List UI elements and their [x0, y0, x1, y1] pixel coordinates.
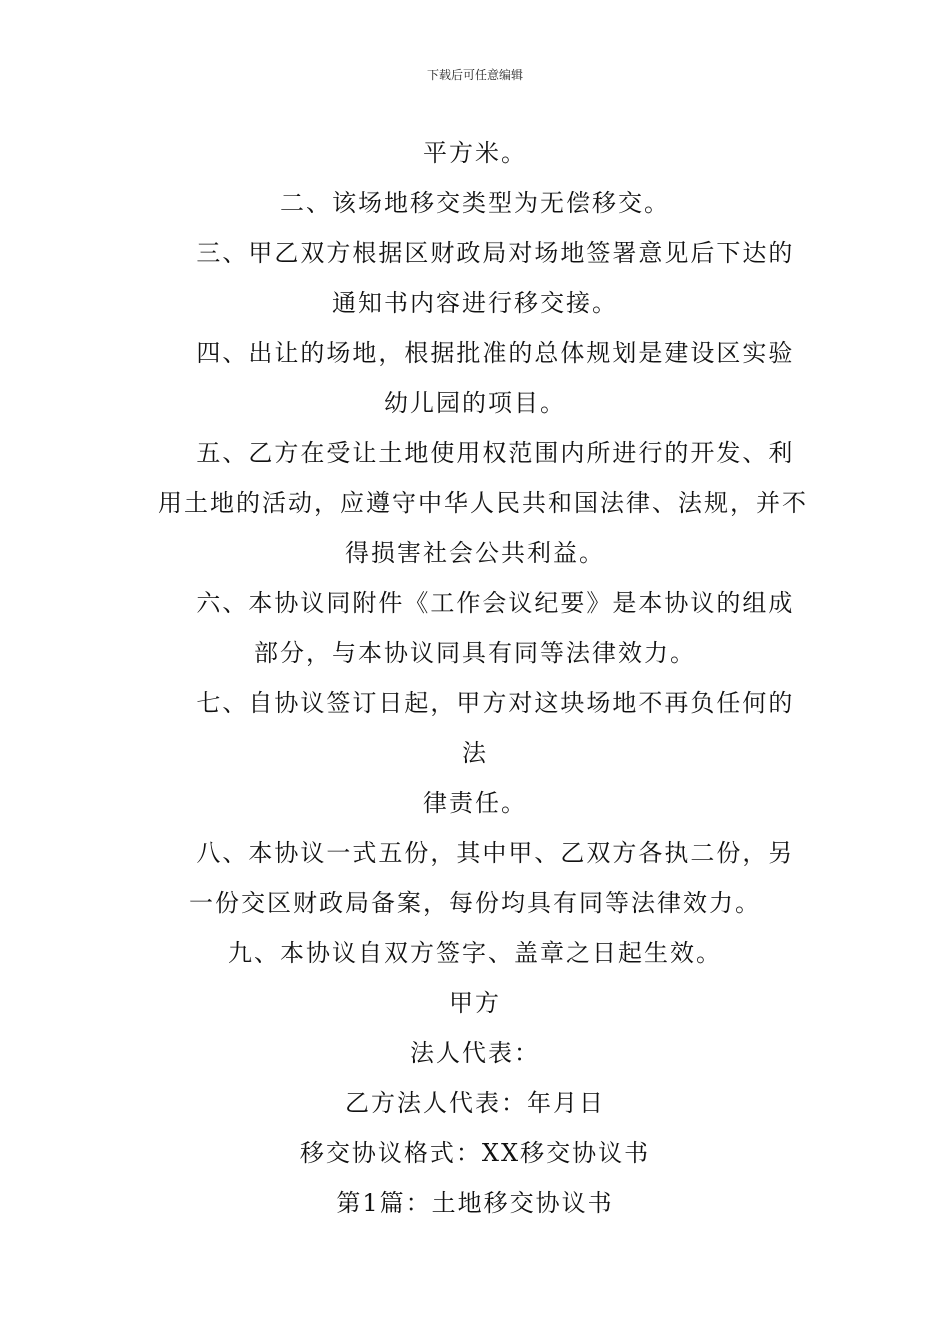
document-body: [158, 128, 808, 1228]
party-a-label: 甲方: [449, 989, 501, 1017]
text-line: 用土地的活动，应遵守中华人民共和国法律、法规，并不: [158, 489, 808, 517]
text-line: 一份交区财政局备案，每份均具有同等法律效力。: [189, 889, 761, 917]
page-header: 下载后可任意编辑: [426, 68, 523, 82]
clause-6: 六、本协议同附件《工作会议纪要》是本协议的组成: [196, 589, 795, 617]
clause-7: 七、自协议签订日起，甲方对这块场地不再负任何的: [196, 689, 795, 717]
text-line: 律责任。: [423, 789, 527, 817]
text-line: 部分，与本协议同具有同等法律效力。: [254, 639, 696, 667]
clause-4: 四、出让的场地，根据批准的总体规划是建设区实验: [196, 339, 795, 367]
legal-rep-label: 法人代表：: [410, 1039, 540, 1067]
clause-9: 九、本协议自双方签字、盖章之日起生效。: [228, 939, 722, 967]
agreement-format-title: 移交协议格式：XX移交协议书: [299, 1139, 651, 1167]
text-line: 幼儿园的项目。: [384, 389, 566, 417]
clause-8: 八、本协议一式五份，其中甲、乙双方各执二份，另: [196, 839, 795, 867]
text-line: 平方米。: [423, 139, 527, 167]
clause-3: 三、甲乙双方根据区财政局对场地签署意见后下达的: [196, 239, 795, 267]
text-line: 得损害社会公共利益。: [345, 539, 605, 567]
text-line: 法: [462, 739, 488, 767]
clause-2: 二、该场地移交类型为无偿移交。: [280, 189, 670, 217]
clause-5: 五、乙方在受让土地使用权范围内所进行的开发、利: [196, 439, 795, 467]
party-b-rep-date: 乙方法人代表：年月日: [345, 1089, 605, 1117]
text-line: 通知书内容进行移交接。: [332, 289, 618, 317]
section-title: 第1篇：土地移交协议书: [336, 1189, 614, 1217]
